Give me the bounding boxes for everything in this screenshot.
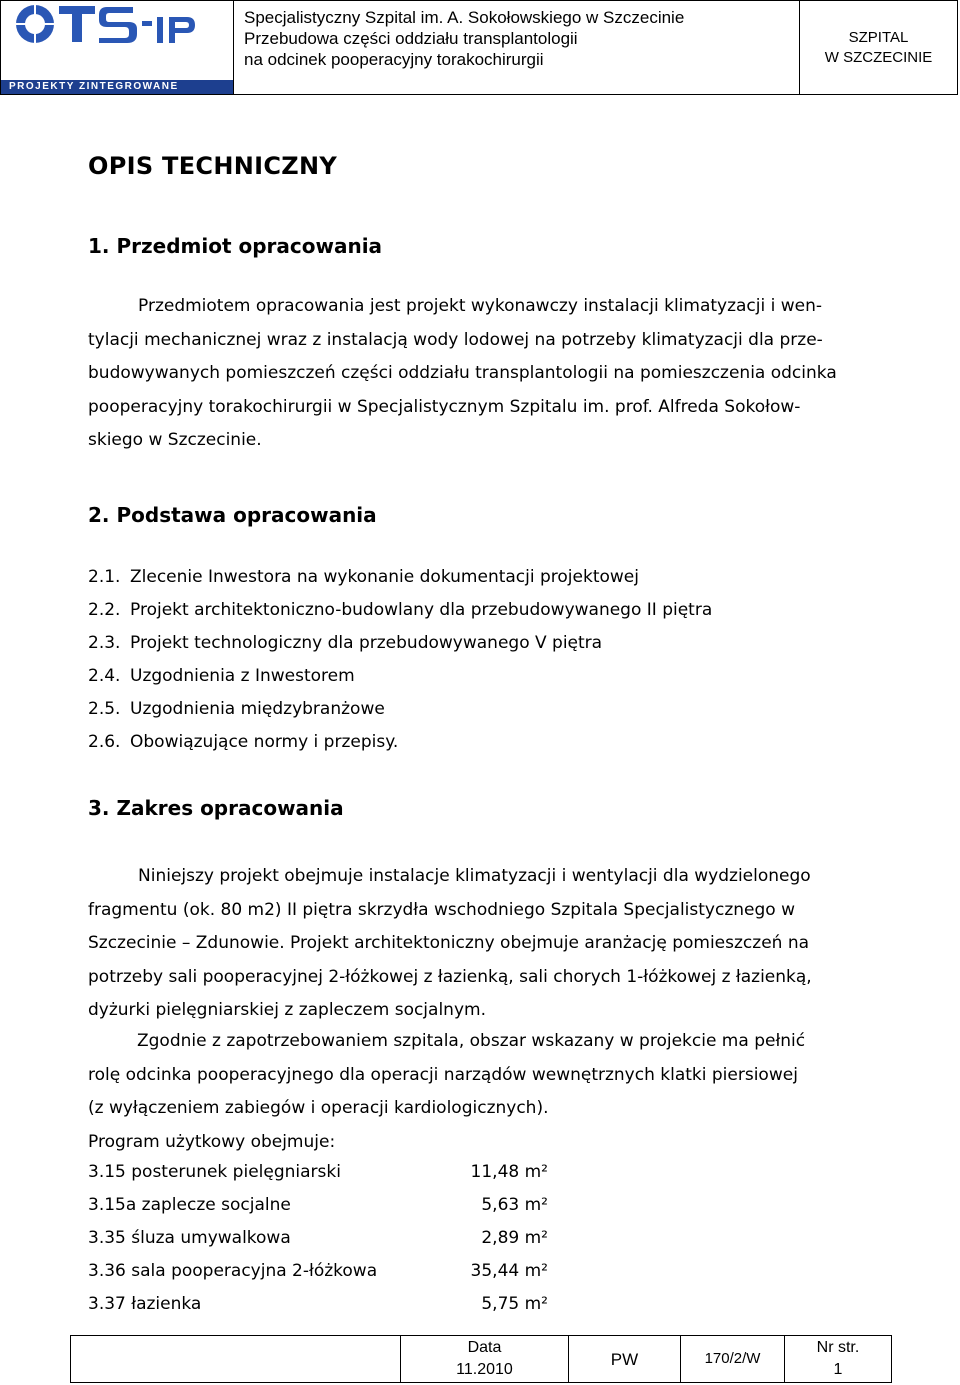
program-item: 3.15 posterunek pielęgniarski 11,48 m² bbox=[88, 1162, 548, 1182]
page-number: 1 bbox=[833, 1361, 843, 1378]
paragraph-line: (z wyłączeniem zabiegów i operacji kardiologicznych). bbox=[88, 1098, 549, 1118]
program-item: 3.37 łazienka 5,75 m² bbox=[88, 1294, 548, 1314]
footer-drawing-cell bbox=[681, 1336, 785, 1382]
client-line: SZPITAL bbox=[848, 28, 909, 46]
page-label: Nr str. bbox=[816, 1339, 860, 1356]
section-3-paragraph-1 bbox=[88, 860, 874, 1028]
project-title-line: na odcinek pooperacyjny torakochirurgii bbox=[244, 50, 544, 69]
document-title: OPIS TECHNICZNY bbox=[88, 152, 338, 180]
list-item: 2.2. Projekt architektoniczno-budowlany dla przebudowywanego II piętra bbox=[88, 600, 713, 620]
logo-tagline: PROJEKTY ZINTEGROWANE bbox=[1, 80, 233, 94]
footer-branch-cell bbox=[569, 1336, 681, 1382]
section-2-list bbox=[88, 561, 712, 759]
list-item: 2.4. Uzgodnienia z Inwestorem bbox=[88, 666, 355, 686]
section-3-heading: 3. Zakres opracowania bbox=[88, 796, 344, 820]
program-item: 3.35 śluza umywalkowa 2,89 m² bbox=[88, 1228, 548, 1248]
project-title-line: Specjalistyczny Szpital im. A. Sokołowskiego w Szczecinie bbox=[244, 8, 685, 27]
drawing-number: 170/2/W bbox=[704, 1350, 761, 1367]
section-3-paragraph-2 bbox=[88, 1025, 874, 1159]
list-item: 2.5. Uzgodnienia międzybranżowe bbox=[88, 699, 385, 719]
list-item: 2.6. Obowiązujące normy i przepisy. bbox=[88, 732, 399, 752]
paragraph-line: pooperacyjny torakochirurgii w Specjalistycznym Szpitalu im. prof. Alfreda Sokołow- bbox=[88, 396, 801, 417]
section-1-heading: 1. Przedmiot opracowania bbox=[88, 234, 383, 258]
footer-date-cell bbox=[401, 1336, 569, 1382]
paragraph-line: potrzeby sali pooperacyjnej 2-łóżkowej z łazienką, sali chorych 1-łóżkowej z łazienką, bbox=[88, 966, 812, 987]
paragraph-line: Przedmiotem opracowania jest projekt wykonawczy instalacji klimatyzacji i wen- bbox=[138, 296, 823, 316]
section-1-paragraph bbox=[88, 290, 874, 458]
program-list bbox=[88, 1156, 548, 1321]
paragraph-line: tylacji mechanicznej wraz z instalacją wody lodowej na potrzeby klimatyzacji dla prze- bbox=[88, 329, 823, 350]
section-2-heading: 2. Podstawa opracowania bbox=[88, 503, 377, 527]
paragraph-line: skiego w Szczecinie. bbox=[88, 430, 262, 450]
program-item: 3.15a zaplecze socjalne 5,63 m² bbox=[88, 1195, 548, 1215]
list-item: 2.3. Projekt technologiczny dla przebudowywanego V piętra bbox=[88, 633, 603, 653]
list-item: 2.1. Zlecenie Inwestora na wykonanie dokumentacji projektowej bbox=[88, 567, 639, 587]
footer-page-cell bbox=[785, 1336, 891, 1382]
paragraph-line: Niniejszy projekt obejmuje instalacje klimatyzacji i wentylacji dla wydzielonego bbox=[138, 866, 811, 886]
date-label: Data bbox=[467, 1339, 502, 1356]
program-item: 3.36 sala pooperacyjna 2-łóżkowa 35,44 m² bbox=[88, 1261, 548, 1281]
company-logo bbox=[1, 1, 234, 94]
paragraph-line: rolę odcinka pooperacyjnego dla operacji narządów wewnętrznych klatki piersiowej bbox=[88, 1064, 798, 1085]
program-intro: Program użytkowy obejmuje: bbox=[88, 1131, 336, 1152]
paragraph-line: Szczecinie – Zdunowie. Projekt architektoniczny obejmuje aranżację pomieszczeń na bbox=[88, 933, 810, 953]
paragraph-line: Zgodnie z zapotrzebowaniem szpitala, obszar wskazany w projekcie ma pełnić bbox=[137, 1031, 806, 1051]
page-footer bbox=[70, 1335, 892, 1383]
client-line: W SZCZECINIE bbox=[824, 48, 933, 66]
paragraph-line: fragmentu (ok. 80 m2) II piętra skrzydła wschodniego Szpitala Specjalistycznego w bbox=[88, 899, 795, 920]
footer-blank-cell bbox=[71, 1336, 401, 1382]
paragraph-line: dyżurki pielęgniarskiej z zapleczem socjalnym. bbox=[88, 1000, 486, 1020]
page-header bbox=[0, 0, 958, 95]
project-title bbox=[234, 1, 800, 94]
ots-ip-logo-graphic bbox=[5, 3, 227, 65]
project-title-line: Przebudowa części oddziału transplantologii bbox=[244, 29, 578, 48]
branch-code: PW bbox=[610, 1350, 639, 1369]
paragraph-line: budowywanych pomieszczeń części oddziału transplantologii na pomieszczenia odcinka bbox=[88, 363, 837, 383]
date-value: 11.2010 bbox=[456, 1361, 513, 1378]
client-box bbox=[800, 1, 957, 94]
